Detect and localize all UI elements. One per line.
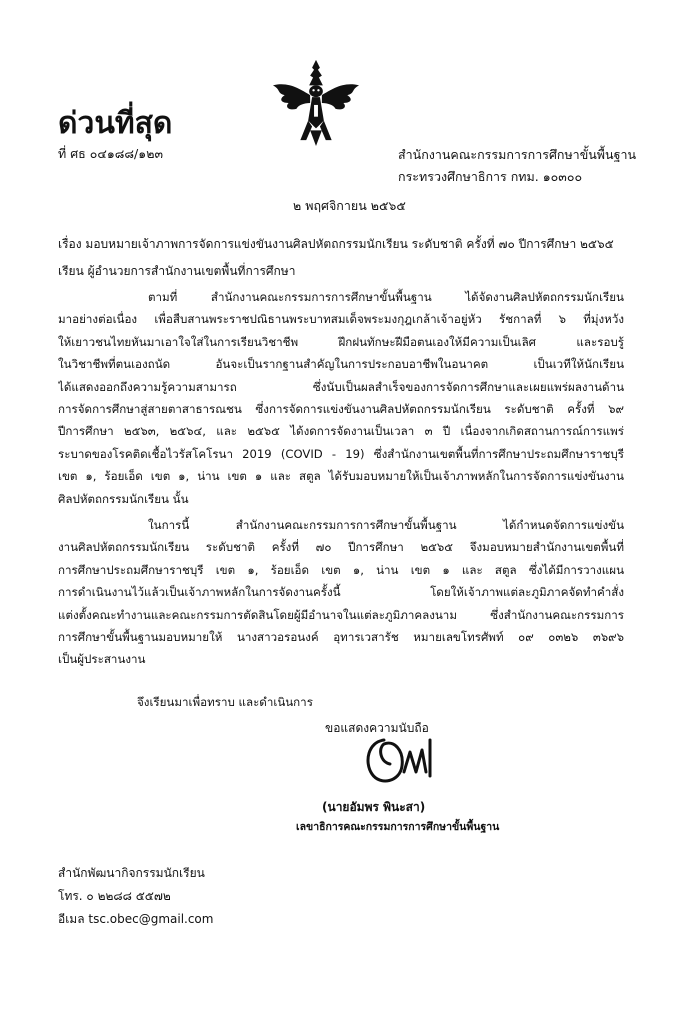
body-paragraph-1 [58,286,624,510]
paragraph-line: งานศิลปหัตถกรรมนักเรียน ระดับชาติ ครั้งที่ ๗๐ ปีการศึกษา ๒๕๖๕ จึงมอบหมายสำนักงานเขตพื้นที่ [58,540,624,555]
paragraph-line: ตามที่ สำนักงานคณะกรรมการการศึกษาขั้นพื้นฐาน ได้จัดงานศิลปหัตถกรรมนักเรียน [148,290,624,304]
paragraph-line: ในการนี้ สำนักงานคณะกรรมการการศึกษาขั้นพื้นฐาน ได้กำหนดจัดการแข่งขัน [148,518,624,532]
paragraph-line: ได้แสดงออกถึงความรู้ความสามารถ ซึ่งนับเป็นผลสำเร็จของการจัดการศึกษาและเผยแพร่ผลงานด้าน [58,379,624,394]
handwritten-signature-icon [360,732,440,788]
paragraph-line: ให้เยาวชนไทยหันมาเอาใจใส่ในการเรียนวิชาชีพ ฝึกฝนทักษะฝีมือตนเองให้มีความเป็นเลิศ และรอบรู้ [58,334,624,349]
paragraph-line: เป็นผู้ประสานงาน [58,652,146,667]
paragraph-line: การจัดการศึกษาสู่สายตาสาธารณชน ซึ่งการจัดการแข่งขันงานศิลปหัตถกรรมนักเรียน ระดับชาติ ครั้งที่ ๖๙ [58,402,624,417]
paragraph-line: แต่งตั้งคณะทำงานและคณะกรรมการตัดสินโดยผู้มีอำนาจในแต่ละภูมิภาคลงนาม ซึ่งสำนักงานคณะกรรมการ [58,607,624,622]
body-paragraph-2 [58,514,624,671]
footer-unit: สำนักพัฒนากิจกรรมนักเรียน [58,866,205,880]
paragraph-line: การดำเนินงานไว้แล้วเป็นเจ้าภาพหลักในการจัดงานครั้งนี้ โดยให้เจ้าภาพแต่ละภูมิภาคจัดทำคำสั่ง [58,585,624,600]
paragraph-line: ระบาดของโรคติดเชื้อไวรัสโคโรนา 2019 (COVID - 19) ซึ่งสำนักงานเขตพื้นที่การศึกษาประถมศึกษาราชบุรี [58,446,624,461]
letter-date: ๒ พฤศจิกายน ๒๕๖๕ [293,198,406,213]
office-ministry: กระทรวงศึกษาธิการ กทม. ๑๐๓๐๐ [398,169,583,184]
garuda-emblem-icon [267,56,365,148]
signatory-position: เลขาธิการคณะกรรมการการศึกษาขั้นพื้นฐาน [296,821,500,833]
signatory-name: (นายอัมพร พินะสา) [322,800,426,814]
paragraph-line: การศึกษาขั้นพื้นฐานมอบหมายให้ นางสาวอรอนงค์ อุทารเวสารัช หมายเลขโทรศัพท์ ๐๙ ๐๓๒๖ ๓๖๙๖ [58,630,624,645]
paragraph-line: ปีการศึกษา ๒๕๖๓, ๒๕๖๔, และ ๒๕๖๕ ได้งดการจัดงานเป็นเวลา ๓ ปี เนื่องจากเกิดสถานการณ์การแพร่ [58,424,624,439]
footer-email[interactable]: อีเมล tsc.obec@gmail.com [58,912,214,926]
letter-subject: เรื่อง มอบหมายเจ้าภาพการจัดการแข่งขันงานศิลปหัตถกรรมนักเรียน ระดับชาติ ครั้งที่ ๗๐ ปีการศึกษา ๒๕๖๕ [58,237,614,251]
paragraph-line: ในวิชาชีพที่ตนเองถนัด อันจะเป็นรากฐานสำคัญในการประกอบอาชีพในอนาคต เป็นเวทีให้นักเรียน [58,357,624,372]
document-number: ที่ ศธ ๐๔๑๘๘/๑๒๓ [58,146,163,161]
paragraph-line: การศึกษาประถมศึกษาราชบุรี เขต ๑, ร้อยเอ็ด เขต ๑, น่าน เขต ๑ และ สตูล ซึ่งได้มีการวางแผน [58,562,624,577]
regards-line: ขอแสดงความนับถือ [325,721,429,735]
closing-line: จึงเรียนมาเพื่อทราบ และดำเนินการ [137,695,313,709]
urgency-label: ด่วนที่สุด [58,106,173,141]
office-address [398,144,636,188]
letter-recipient: เรียน ผู้อำนวยการสำนักงานเขตพื้นที่การศึกษา [58,264,296,278]
paragraph-line: เขต ๑, ร้อยเอ็ด เขต ๑, น่าน เขต ๑ และ สตูล ได้รับมอบหมายให้เป็นเจ้าภาพหลักในการจัดการแข่งขันงาน [58,469,624,484]
contact-footer [58,862,213,931]
footer-phone: โทร. ๐ ๒๒๘๘ ๕๕๗๒ [58,889,171,903]
paragraph-line: มาอย่างต่อเนื่อง เพื่อสืบสานพระราชปณิธานพระบาทสมเด็จพระมงกุฎเกล้าเจ้าอยู่หัว รัชกาลที่ ๖ ที่มุ่งหวัง [58,312,624,327]
paragraph-line: ศิลปหัตถกรรมนักเรียน นั้น [58,491,189,506]
office-name: สำนักงานคณะกรรมการการศึกษาขั้นพื้นฐาน [398,147,637,162]
